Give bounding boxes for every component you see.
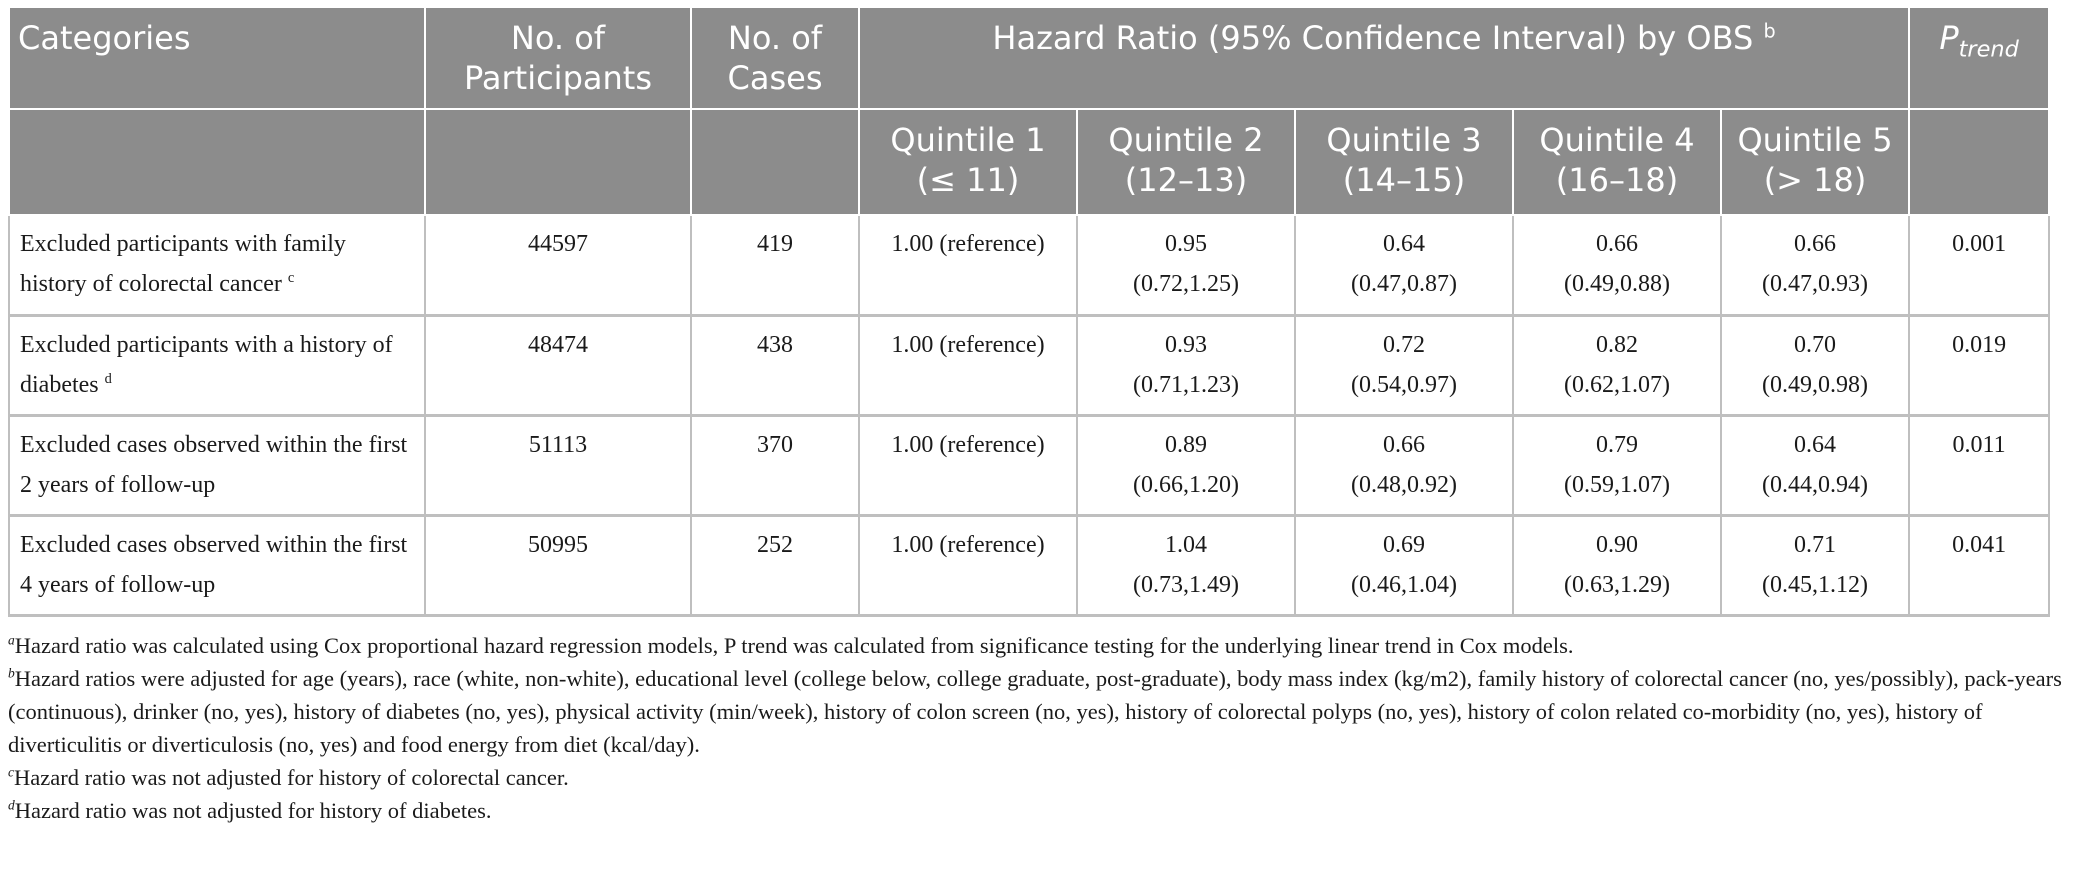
quintile-label: Quintile 1 — [890, 121, 1046, 159]
ptrend-sub: trend — [1958, 36, 2019, 63]
hazard-ratio: 0.72 — [1383, 331, 1425, 358]
hazard-ratio: 1.04 — [1165, 531, 1207, 558]
header-blank-4 — [1909, 109, 2049, 215]
header-row-main — [9, 7, 2049, 109]
row-q1: 1.00 (reference) — [859, 315, 1077, 415]
hazard-footnote-mark: b — [1763, 19, 1776, 43]
header-quintile-1 — [859, 109, 1077, 215]
row-category — [9, 315, 425, 415]
confidence-interval: (0.62,1.07) — [1564, 371, 1670, 398]
hazard-ratio: 0.79 — [1596, 431, 1638, 458]
row-participants: 48474 — [425, 315, 691, 415]
footnote-d — [8, 794, 2068, 827]
confidence-interval: (0.73,1.49) — [1133, 571, 1239, 598]
quintile-range: (14–15) — [1342, 161, 1466, 199]
row-participants: 51113 — [425, 415, 691, 515]
row-q5 — [1721, 315, 1909, 415]
hazard-ratio: 0.95 — [1165, 231, 1207, 257]
row-ptrend: 0.019 — [1909, 315, 2049, 415]
footnote-text: Hazard ratio was not adjusted for history of colorectal cancer. — [14, 764, 569, 790]
footnote-b — [8, 662, 2068, 761]
quintile-label: Quintile 2 — [1108, 121, 1264, 159]
header-row-quintiles — [9, 109, 2049, 215]
header-participants: No. of Participants — [425, 7, 691, 109]
confidence-interval: (0.46,1.04) — [1351, 571, 1457, 598]
row-cases: 438 — [691, 315, 859, 415]
row-q3 — [1295, 415, 1513, 515]
row-q3 — [1295, 515, 1513, 615]
row-cases: 419 — [691, 215, 859, 315]
category-text: Excluded participants with family history of colorectal cancer — [20, 231, 346, 297]
hazard-ratio: 0.82 — [1596, 331, 1638, 358]
category-text: Excluded cases observed within the first 2 years of follow-up — [20, 431, 408, 498]
footnotes — [8, 629, 2068, 827]
row-q4 — [1513, 215, 1721, 315]
row-participants: 50995 — [425, 515, 691, 615]
footnote-a — [8, 629, 2068, 662]
footnote-text: Hazard ratio was not adjusted for history of diabetes. — [14, 797, 492, 823]
footnote-text: Hazard ratios were adjusted for age (years), race (white, non-white), educational level (college below, college graduate, post-graduate), body mass index (kg/m2), family history of colorectal cancer (no, yes/possibly), pack-years (continuous), drinker (no, yes), history of diabetes (no, yes), physical activity (min/week), history of colon screen (no, yes), history of colorectal polyps (no, yes), history of colon related co-morbidity (no, yes), history of diverticulitis or diverticulosis (no, yes) and food energy from diet (kcal/day). — [8, 665, 2062, 757]
hazard-title: Hazard Ratio (95% Confidence Interval) by OBS — [992, 19, 1754, 57]
table-row — [9, 415, 2049, 515]
row-q4 — [1513, 315, 1721, 415]
category-text: Excluded cases observed within the first 4 years of follow-up — [20, 531, 408, 598]
row-category — [9, 515, 425, 615]
table-container — [8, 6, 2068, 827]
row-q2 — [1077, 315, 1295, 415]
header-categories: Categories — [9, 7, 425, 109]
confidence-interval: (0.47,0.93) — [1762, 271, 1869, 297]
table-row — [9, 215, 2049, 315]
table-row — [9, 515, 2049, 615]
category-text: Excluded participants with a history of diabetes — [20, 331, 393, 398]
confidence-interval: (0.49,0.88) — [1564, 271, 1670, 297]
hazard-ratio: 0.71 — [1794, 531, 1837, 558]
header-ptrend — [1909, 7, 2049, 109]
row-q5 — [1721, 215, 1909, 315]
footnote-mark: a — [8, 632, 15, 647]
row-q5 — [1721, 415, 1909, 515]
row-category — [9, 215, 425, 315]
header-blank-2 — [425, 109, 691, 215]
row-q1: 1.00 (reference) — [859, 415, 1077, 515]
hazard-ratio: 0.70 — [1794, 331, 1837, 358]
sensitivity-analysis-table — [8, 6, 2050, 617]
header-quintile-2 — [1077, 109, 1295, 215]
confidence-interval: (0.48,0.92) — [1351, 471, 1457, 498]
table-row — [9, 315, 2049, 415]
header-hazard-ratio — [859, 7, 1909, 109]
footnote-c — [8, 761, 2068, 794]
row-q4 — [1513, 515, 1721, 615]
header-quintile-5 — [1721, 109, 1909, 215]
confidence-interval: (0.72,1.25) — [1133, 271, 1239, 297]
confidence-interval: (0.54,0.97) — [1351, 371, 1457, 398]
quintile-range: (16–18) — [1555, 161, 1679, 199]
header-blank-1 — [9, 109, 425, 215]
row-q5 — [1721, 515, 1909, 615]
confidence-interval: (0.59,1.07) — [1564, 471, 1670, 498]
row-ptrend: 0.041 — [1909, 515, 2049, 615]
row-q2 — [1077, 515, 1295, 615]
row-q2 — [1077, 415, 1295, 515]
footnote-text: Hazard ratio was calculated using Cox proportional hazard regression models, P trend was calculated from significance testing for the underlying linear trend in Cox models. — [14, 632, 1574, 658]
hazard-ratio: 0.66 — [1596, 231, 1638, 257]
confidence-interval: (0.63,1.29) — [1564, 571, 1670, 598]
header-cases: No. of Cases — [691, 7, 859, 109]
quintile-label: Quintile 3 — [1326, 121, 1482, 159]
row-q3 — [1295, 215, 1513, 315]
footnote-mark: c — [8, 764, 14, 779]
row-category — [9, 415, 425, 515]
hazard-ratio: 0.89 — [1165, 431, 1207, 458]
category-footnote-mark: d — [104, 370, 112, 387]
hazard-ratio: 0.66 — [1794, 231, 1837, 257]
hazard-ratio: 0.64 — [1794, 431, 1837, 458]
footnote-mark: d — [8, 797, 15, 812]
hazard-ratio: 0.64 — [1383, 231, 1425, 257]
quintile-label: Quintile 5 — [1737, 121, 1893, 159]
row-q4 — [1513, 415, 1721, 515]
confidence-interval: (0.45,1.12) — [1762, 571, 1869, 598]
footnote-mark: b — [8, 665, 15, 680]
row-cases: 370 — [691, 415, 859, 515]
hazard-ratio: 0.90 — [1596, 531, 1638, 558]
header-quintile-4 — [1513, 109, 1721, 215]
confidence-interval: (0.44,0.94) — [1762, 471, 1869, 498]
ptrend-p: P — [1939, 19, 1959, 57]
hazard-ratio: 0.93 — [1165, 331, 1207, 358]
category-footnote-mark: c — [287, 270, 295, 286]
row-ptrend: 0.011 — [1909, 415, 2049, 515]
confidence-interval: (0.47,0.87) — [1351, 271, 1457, 297]
confidence-interval: (0.49,0.98) — [1762, 371, 1869, 398]
confidence-interval: (0.71,1.23) — [1133, 371, 1239, 398]
hazard-ratio: 0.69 — [1383, 531, 1425, 558]
quintile-label: Quintile 4 — [1539, 121, 1695, 159]
row-q3 — [1295, 315, 1513, 415]
header-blank-3 — [691, 109, 859, 215]
quintile-range: (> 18) — [1763, 161, 1867, 199]
quintile-range: (12–13) — [1124, 161, 1248, 199]
row-participants: 44597 — [425, 215, 691, 315]
row-q1: 1.00 (reference) — [859, 215, 1077, 315]
row-cases: 252 — [691, 515, 859, 615]
row-q2 — [1077, 215, 1295, 315]
header-quintile-3 — [1295, 109, 1513, 215]
confidence-interval: (0.66,1.20) — [1133, 471, 1239, 498]
row-ptrend: 0.001 — [1909, 215, 2049, 315]
row-q1: 1.00 (reference) — [859, 515, 1077, 615]
quintile-range: (≤ 11) — [916, 161, 1020, 199]
hazard-ratio: 0.66 — [1383, 431, 1425, 458]
